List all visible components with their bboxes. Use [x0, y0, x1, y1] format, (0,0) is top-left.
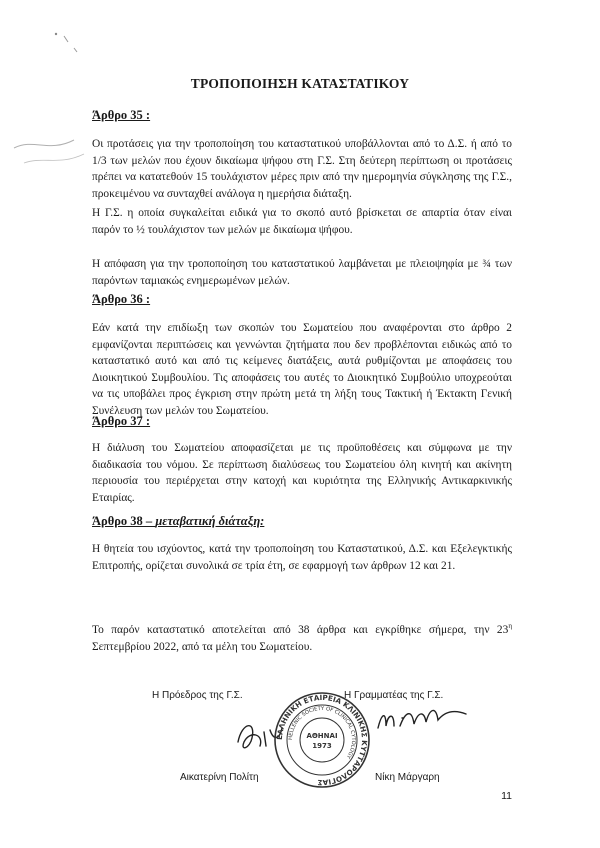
- article-35-heading: Άρθρο 35 :: [92, 108, 151, 122]
- closing-text-part-2: Σεπτεμβρίου 2022, από τα μέλη του Σωματείου.: [92, 640, 313, 653]
- article-37-heading: Άρθρο 37 :: [92, 414, 151, 428]
- article-37-paragraph-1: Η διάλυση του Σωματείου αποφασίζεται με τις προϋποθέσεις και σύμφωνα με την διαδικασία του νόμου. Σε περίπτωση διαλύσεως του Σωματείου όλη κινητή και ακίνητη περιουσία του περιέρχεται στην κατοχή και κυριότητα της Ελληνικής Αντικαρκινικής Εταιρίας.: [92, 442, 512, 504]
- page-title: ΤΡΟΠΟΠΟΙΗΣΗ ΚΑΤΑΣΤΑΤΙΚΟΥ: [190, 76, 410, 91]
- article-38-heading-subtitle: μεταβατική διάταξη:: [155, 514, 265, 528]
- president-role-label: Η Πρόεδρος της Γ.Σ.: [152, 690, 243, 701]
- society-stamp: [272, 690, 372, 790]
- secretary-signature: [372, 700, 472, 740]
- stamp-year: 1973: [312, 742, 332, 750]
- stamp-city: ΑΘΗΝΑΙ: [306, 732, 338, 740]
- corner-seal-mark: [4, 28, 104, 168]
- closing-statement: [92, 622, 512, 655]
- stamp-outer-text: ΕΛΛΗΝΙΚΗ ΕΤΑΙΡΕΙΑ ΚΛΙΝΙΚΗΣ ΚΥΤΤΑΡΟΛΟΓΙΑΣ: [274, 692, 370, 788]
- article-35-paragraph-3: Η απόφαση για την τροποποίηση του καταστατικού λαμβάνεται με πλειοψηφία με ¾ των παρόντων ταμιακώς ενημερωμένων μελών.: [92, 258, 512, 287]
- article-38-paragraph-1: Η θητεία του ισχύοντος, κατά την τροποποίηση του Καταστατικού, Δ.Σ. και Εξελεγκτικής Επιτροπής, ορίζεται συνολικά σε τρία έτη, σε εφαρμογή των άρθρων 12 και 21.: [92, 543, 512, 572]
- page-number: 11: [501, 790, 512, 802]
- stamp-inner-text: HELLENIC SOCIETY OF CLINICAL CYTOLOGY: [287, 705, 357, 760]
- article-38-heading-number: Άρθρο 38 –: [92, 514, 156, 528]
- closing-text-part-1: Το παρόν καταστατικό αποτελείται από 38 άρθρα και εγκρίθηκε σήμερα, την 23: [92, 624, 509, 636]
- article-36-paragraph-1: Εάν κατά την επιδίωξη των σκοπών του Σωματείου που αναφέρονται στο άρθρο 2 εμφανίζονται περιπτώσεις και γεννώνται ζητήματα που δεν προβλέπονται ειδικώς από το καταστατικό αυτό και από τις κείμενες διατάξεις, αυτά ρυθμίζονται με αποφάσεις του Διοικητικού Συμβουλίου. Τις αποφάσεις του αυτές το Διοικητικό Συμβούλιο υποχρεούται να τις υποβάλει προς έγκριση στην πρώτη μετά τη λήξη τους Τακτική ή Έκτακτη Γενική Συνέλευση των μελών του Σωματείου.: [92, 322, 512, 417]
- secretary-name: Νίκη Μάργαρη: [375, 772, 440, 783]
- article-35-paragraph-2: Η Γ.Σ. η οποία συγκαλείται ειδικά για το σκοπό αυτό βρίσκεται σε απαρτία όταν είναι παρόν το ½ τουλάχιστον των μελών με δικαίωμα ψήφου.: [92, 207, 512, 236]
- article-38-heading: [92, 514, 264, 529]
- closing-superscript: η: [508, 622, 512, 631]
- article-35-paragraph-1: Οι προτάσεις για την τροποποίηση του καταστατικού υποβάλλονται από το Δ.Σ. ή από το 1/3 των μελών που έχουν δικαίωμα ψήφου στη Γ.Σ. Στη δεύτερη περίπτωση οι προτάσεις πρέπει να κατατεθούν 15 τουλάχιστον μέρες πριν από την ημερομηνία σύγκλησης της Γ.Σ., προκειμένου να συνταχθεί ανάλογα η ημερήσια διάταξη.: [92, 138, 512, 200]
- article-36-heading: Άρθρο 36 :: [92, 292, 151, 306]
- president-name: Αικατερίνη Πολίτη: [180, 772, 259, 783]
- secretary-role-label: Η Γραμματέας της Γ.Σ.: [344, 690, 444, 701]
